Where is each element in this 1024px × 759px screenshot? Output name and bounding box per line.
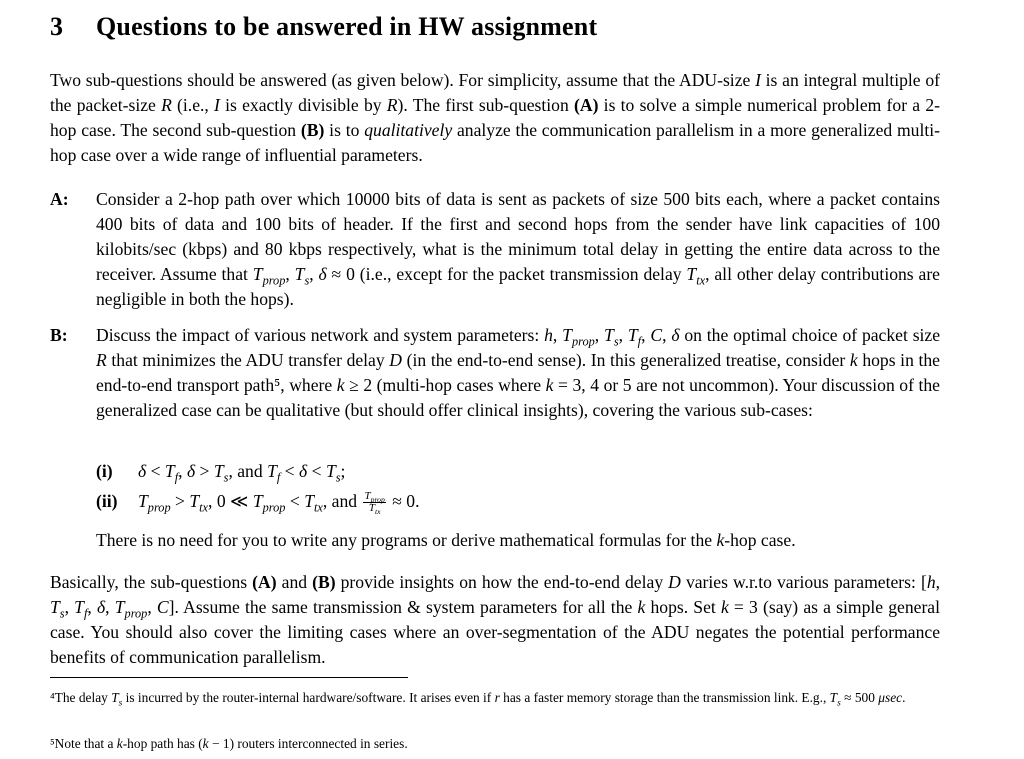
question-b-text: Discuss the impact of various network and system parameters: h, $T_{prop}$, $T_s$, $T_f$, C, δ on the optimal choice of packet size R that minimizes the ADU transfer delay D (in the end-to-end sense). In this generalized treatise, consider k hops in the end-to-end transport path⁵, where k ≥ 2 (multi-hop cases where k = 3, 4 or 5 are not uncommon). Your discussion of the generalized case can be qualitative (but should offer clinical insights), covering the various sub-cases:: [96, 325, 941, 420]
question-a-text: Consider a 2-hop path over which 10000 bits of data is sent as packets of size 500 bits each, where a packet contains 400 bits of data and 100 bits of header. If the first and second hops from the sender have link capacities of 100 kilobits/sec (kbps) and 80 kbps respectively, what is the minimum total delay in getting the entire data across to the receiver. Assume that $T_{prop}$, $T_s$, δ ≈ 0 (i.e., except for the packet transmission delay $T_{tx}$, all other delay contributions are negligible in both the hops).: [96, 189, 940, 309]
sub-case-i-text: $\delta < T_f$, $\delta > T_s$, and $T_f < \delta < T_s$;: [138, 461, 346, 485]
closing-paragraph: Basically, the sub-questions (A) and (B) provide insights on how the end-to-end delay D varies w.r.to various parameters: [h, $T_s$, $T_f$, δ, $T_{prop}$, C]. Assume the same transmission & system parameters for all the k hops. Set k = 3 (say) as a simple general case. You should also cover the limiting cases where an over-segmentation of the ADU negates the potential performance benefits of communication parallelism.: [50, 572, 941, 667]
section-number: 3: [50, 12, 64, 41]
question-a-label: A:: [50, 189, 69, 209]
section-title: Questions to be answered in HW assignment: [96, 12, 598, 41]
sub-case-i-label: (i): [96, 461, 113, 481]
sub-case-ii-label: (ii): [96, 491, 118, 511]
footnote-5: ⁵Note that a k-hop path has (k − 1) routers interconnected in series.: [50, 736, 408, 751]
question-b-label: B:: [50, 325, 68, 345]
sub-case-i: [96, 459, 345, 484]
question-b-note: There is no need for you to write any programs or derive mathematical formulas for the k-hop case.: [96, 530, 796, 550]
section-heading: [50, 12, 597, 42]
footnote-rule: [50, 677, 408, 678]
sub-case-ii-text: $T_{prop} > T_{tx}$, 0 ≪ $T_{prop} < T_{tx}$, and $\frac{T_{prop}}{T_{tx}}$ ≈ 0.: [138, 490, 420, 517]
intro-paragraph: Two sub-questions should be answered (as given below). For simplicity, assume that the ADU-size I is an integral multiple of the packet-size R (i.e., I is exactly divisible by R). The first sub-question (A) is to solve a simple numerical problem for a 2-hop case. The second sub-question (B) is to qualitatively analyze the communication parallelism in a more generalized multi-hop case over a wide range of influential parameters.: [50, 70, 940, 165]
footnote-4: ⁴The delay $T_s$ is incurred by the router-internal hardware/software. It arises even if r has a faster memory storage than the transmission link. E.g., $T_s \approx 500$ μsec.: [50, 690, 906, 709]
sub-case-ii: [96, 489, 420, 517]
